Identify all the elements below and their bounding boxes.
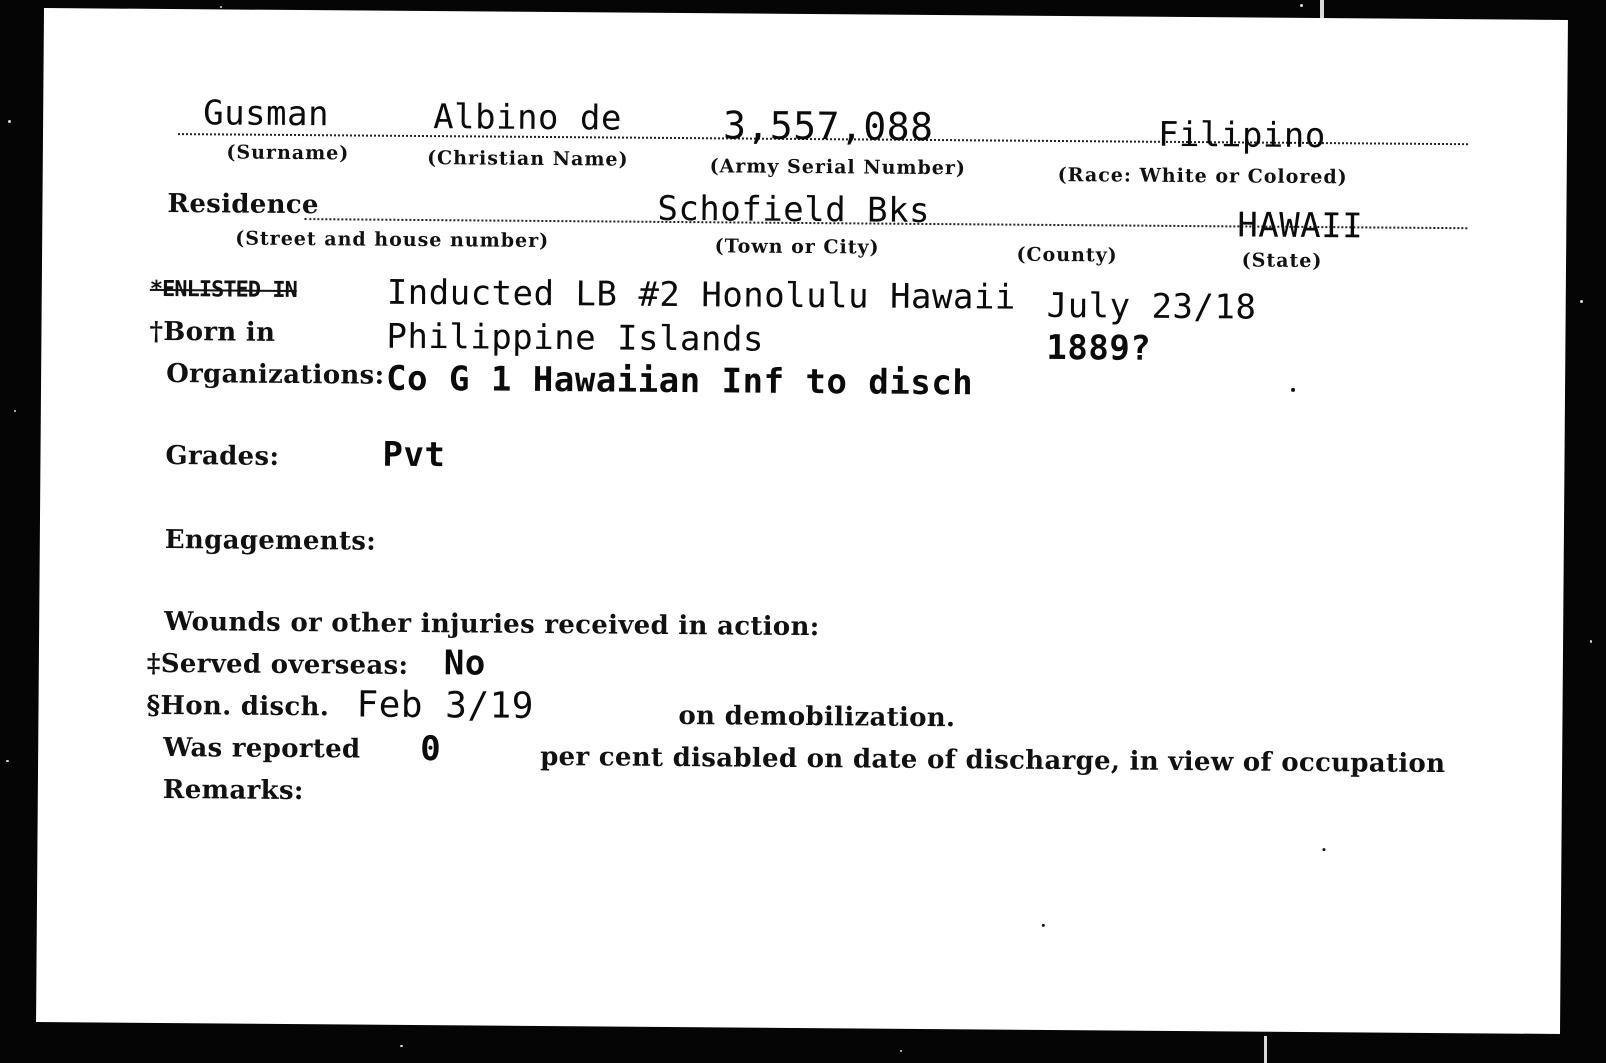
grades-label: Grades: bbox=[165, 440, 280, 472]
born-place: Philippine Islands bbox=[386, 316, 765, 360]
card-speck bbox=[1291, 388, 1295, 392]
born-year: 1889? bbox=[1046, 327, 1152, 369]
born-label: †Born in bbox=[149, 316, 276, 348]
scan-speck bbox=[220, 6, 222, 8]
race-value: Filipino bbox=[1157, 114, 1326, 157]
scan-speck bbox=[1300, 4, 1303, 7]
christian-name-value: Albino de bbox=[433, 97, 623, 139]
inducted-value: Inducted LB #2 Honolulu Hawaii bbox=[386, 272, 1017, 318]
serial-number-caption: (Army Serial Number) bbox=[709, 155, 967, 180]
reported-label: Was reported bbox=[163, 732, 361, 765]
hon-disch-label: §Hon. disch. bbox=[146, 690, 330, 723]
service-record-card bbox=[36, 8, 1568, 1034]
surname-value: Gusman bbox=[203, 93, 330, 135]
town-value: Schofield Bks bbox=[657, 188, 931, 231]
grades-value: Pvt bbox=[382, 434, 446, 476]
serial-number-value: 3,557,088 bbox=[722, 103, 934, 150]
christian-name-caption: (Christian Name) bbox=[427, 147, 629, 171]
scan-speck bbox=[1590, 640, 1592, 643]
reported-suffix: per cent disabled on date of discharge, in view of occupation bbox=[540, 741, 1446, 780]
organizations-label: Organizations: bbox=[166, 359, 385, 391]
state-caption: (State) bbox=[1241, 249, 1323, 273]
reported-value: 0 bbox=[420, 729, 442, 770]
town-caption: (Town or City) bbox=[714, 235, 880, 259]
scan-speck bbox=[6, 760, 9, 762]
wounds-label: Wounds or other injuries received in action: bbox=[164, 606, 820, 643]
residence-label: Residence bbox=[167, 189, 319, 221]
county-caption: (County) bbox=[1016, 243, 1118, 267]
street-caption: (Street and house number) bbox=[235, 227, 550, 253]
scan-speck bbox=[900, 1050, 902, 1052]
state-value: HAWAII bbox=[1237, 205, 1364, 247]
enlisted-label-struck: *ENLISTED IN bbox=[149, 276, 297, 304]
scan-speck bbox=[8, 120, 11, 123]
scan-speck bbox=[14, 410, 16, 412]
engagements-label: Engagements: bbox=[164, 524, 377, 557]
remarks-label: Remarks: bbox=[162, 774, 304, 807]
served-overseas-value: No bbox=[443, 643, 486, 684]
race-caption: (Race: White or Colored) bbox=[1057, 163, 1348, 189]
organizations-value: Co G 1 Hawaiian Inf to disch bbox=[385, 358, 974, 404]
hon-disch-suffix: on demobilization. bbox=[678, 701, 956, 734]
served-overseas-label: ‡Served overseas: bbox=[146, 648, 409, 681]
surname-caption: (Surname) bbox=[226, 141, 350, 165]
inducted-date: July 23/18 bbox=[1046, 285, 1257, 328]
hon-disch-date: Feb 3/19 bbox=[356, 684, 535, 727]
scan-speck bbox=[1264, 1036, 1267, 1063]
scan-speck bbox=[400, 1045, 403, 1047]
card-speck bbox=[1042, 924, 1045, 927]
scan-speck bbox=[1580, 300, 1583, 303]
card-speck bbox=[1322, 848, 1325, 851]
